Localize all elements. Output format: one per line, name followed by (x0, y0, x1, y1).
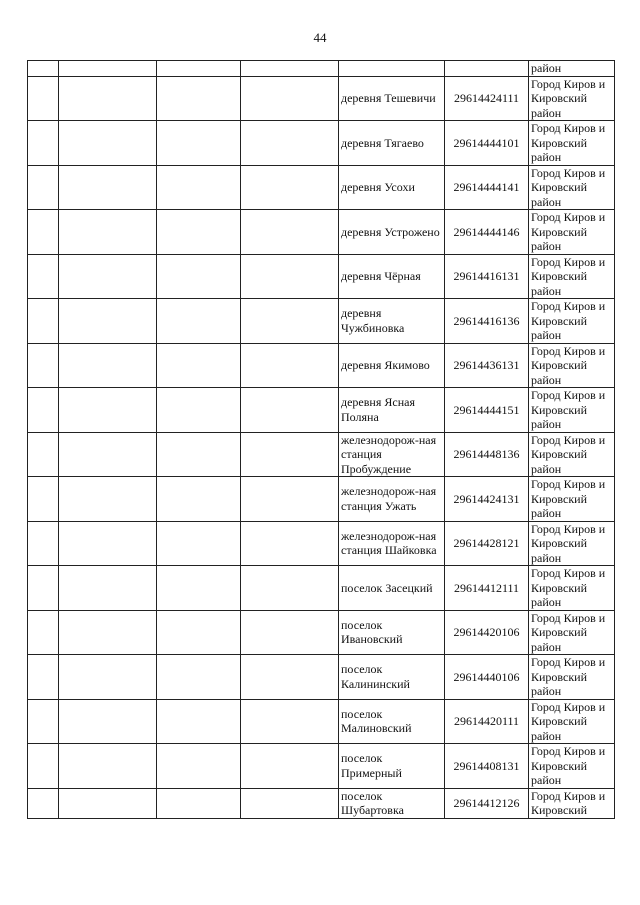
oktmo-code-cell: 29614448136 (445, 432, 529, 477)
settlement-name-cell: железнодорож-ная станция Шайковка (339, 521, 445, 566)
oktmo-code-cell: 29614444151 (445, 388, 529, 433)
table-row (28, 210, 615, 255)
table-row (28, 699, 615, 744)
table-row (28, 388, 615, 433)
district-cell: Город Киров и Кировский район (529, 210, 615, 255)
district-cell: Город Киров и Кировский район (529, 388, 615, 433)
table-row (28, 655, 615, 700)
settlement-name-cell: железнодорож-ная станция Ужать (339, 477, 445, 522)
oktmo-code-cell: 29614420106 (445, 610, 529, 655)
settlement-name-cell: поселок Малиновский (339, 699, 445, 744)
table-row (28, 432, 615, 477)
table-row (28, 477, 615, 522)
settlement-name-cell: деревня Усохи (339, 165, 445, 210)
settlement-name-cell: поселок Калининский (339, 655, 445, 700)
table-row (28, 76, 615, 121)
oktmo-code-cell: 29614444146 (445, 210, 529, 255)
district-cell: Город Киров и Кировский (529, 788, 615, 818)
settlement-name-cell: деревня Тягаево (339, 121, 445, 166)
settlement-name-cell: деревня Чёрная (339, 254, 445, 299)
settlement-name-cell: деревня Якимово (339, 343, 445, 388)
oktmo-code-cell: 29614420111 (445, 699, 529, 744)
district-cell: Город Киров и Кировский район (529, 655, 615, 700)
oktmo-code-cell: 29614440106 (445, 655, 529, 700)
table-row (28, 788, 615, 818)
settlement-name-cell: поселок Ивановский (339, 610, 445, 655)
district-cell: Город Киров и Кировский район (529, 566, 615, 611)
district-cell: Город Киров и Кировский район (529, 699, 615, 744)
table-row (28, 121, 615, 166)
table-row (28, 254, 615, 299)
table-row (28, 343, 615, 388)
oktmo-code-cell: 29614412126 (445, 788, 529, 818)
settlement-name-cell: поселок Шубартовка (339, 788, 445, 818)
oktmo-code-cell: 29614436131 (445, 343, 529, 388)
district-cell: район (529, 61, 615, 77)
settlement-name-cell: поселок Примерный (339, 744, 445, 789)
table-row (28, 165, 615, 210)
settlement-name-cell: деревня Тешевичи (339, 76, 445, 121)
oktmo-code-cell: 29614424131 (445, 477, 529, 522)
district-cell: Город Киров и Кировский район (529, 76, 615, 121)
district-cell: Город Киров и Кировский район (529, 165, 615, 210)
page-number: 44 (313, 30, 327, 45)
oktmo-code-cell: 29614428121 (445, 521, 529, 566)
oktmo-code-cell: 29614412111 (445, 566, 529, 611)
table-row (28, 521, 615, 566)
oktmo-code-cell: 29614416136 (445, 299, 529, 344)
table-row (28, 744, 615, 789)
district-cell: Город Киров и Кировский район (529, 254, 615, 299)
settlements-table (27, 60, 615, 819)
district-cell: Город Киров и Кировский район (529, 610, 615, 655)
table-body (28, 61, 615, 819)
settlement-name-cell: поселок Засецкий (339, 566, 445, 611)
oktmo-code-cell: 29614408131 (445, 744, 529, 789)
district-cell: Город Киров и Кировский район (529, 477, 615, 522)
oktmo-code-cell: 29614444141 (445, 165, 529, 210)
district-cell: Город Киров и Кировский район (529, 299, 615, 344)
table-row (28, 61, 615, 77)
table-row (28, 566, 615, 611)
oktmo-code-cell: 29614416131 (445, 254, 529, 299)
oktmo-code-cell: 29614424111 (445, 76, 529, 121)
oktmo-code-cell: 29614444101 (445, 121, 529, 166)
district-cell: Город Киров и Кировский район (529, 744, 615, 789)
table-row (28, 299, 615, 344)
table-row (28, 610, 615, 655)
district-cell: Город Киров и Кировский район (529, 121, 615, 166)
district-cell: Город Киров и Кировский район (529, 521, 615, 566)
district-cell: Город Киров и Кировский район (529, 343, 615, 388)
settlement-name-cell: деревня Чужбиновка (339, 299, 445, 344)
settlement-name-cell: деревня Устрожено (339, 210, 445, 255)
settlement-name-cell: железнодорож-ная станция Пробуждение (339, 432, 445, 477)
district-cell: Город Киров и Кировский район (529, 432, 615, 477)
settlement-name-cell: деревня Ясная Поляна (339, 388, 445, 433)
